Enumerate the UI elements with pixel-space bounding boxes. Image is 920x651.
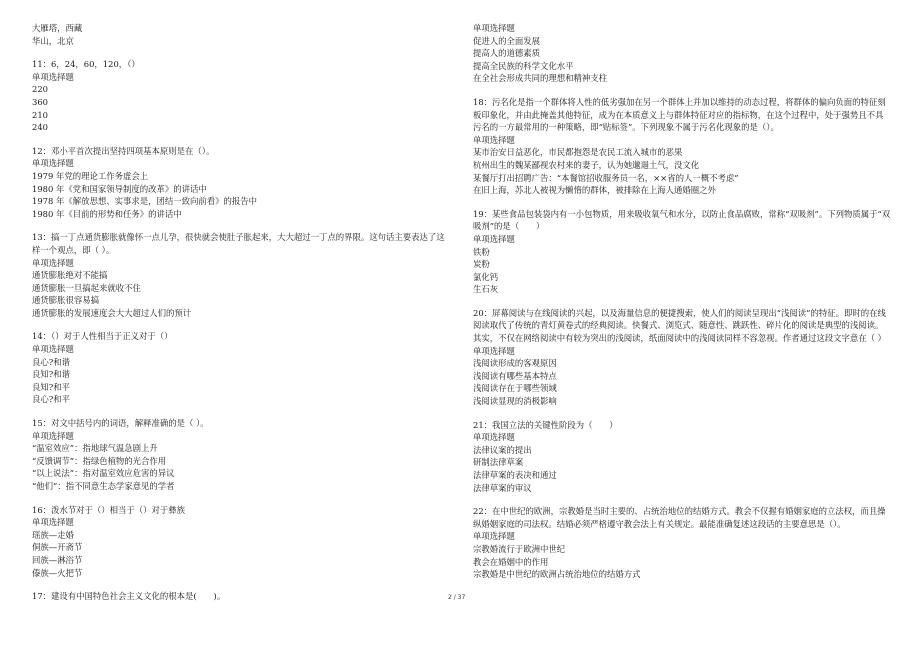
question-option: 回族—淋浴节 bbox=[32, 554, 83, 565]
question-option: 210 bbox=[32, 109, 48, 120]
question-option: 提高人的道德素质 bbox=[473, 48, 540, 59]
question-option: “反馈调节”：指绿色植物的光合作用 bbox=[32, 455, 167, 466]
question-type: 单项选择题 bbox=[32, 257, 74, 268]
question-15 bbox=[32, 417, 450, 493]
question-option: 炭粉 bbox=[473, 259, 490, 270]
question-18 bbox=[473, 96, 891, 197]
question-option: 傣族—火把节 bbox=[32, 567, 83, 578]
question-type: 单项选择题 bbox=[473, 432, 515, 443]
question-stem: 14：（）对于人性相当于正义对于（） bbox=[32, 331, 173, 342]
question-stem: 18：污名化是指一个群体将人性的低劣强加在另一个群体上并加以维持的动态过程，将群体的偏向负面的特征刻板印象化，并由此掩盖其他特征，成为在本质意义上与群体特征对应的指标物，在这个过程中，处于强势且不具污名的一方最常用的一种策略，即“贴标签”。下列现象不属于污名化现象的是（）。 bbox=[473, 96, 886, 133]
question-17 bbox=[32, 590, 450, 603]
question-20 bbox=[473, 307, 891, 408]
question-option: 宗教婚是中世纪的欧洲占统治地位的结婚方式 bbox=[473, 569, 641, 580]
question-option: 良心?和平 bbox=[32, 394, 70, 405]
question-option: 某餐厅打出招聘广告：“本餐馆招收服务员一名，××省的人一概不考虑” bbox=[473, 172, 739, 183]
question-type: 单项选择题 bbox=[473, 233, 515, 244]
question-option: 宗教婚流行于欧洲中世纪 bbox=[473, 543, 566, 554]
question-type: 单项选择题 bbox=[473, 23, 515, 33]
question-stem: 21：我国立法的关键性阶段为（ ） bbox=[473, 419, 618, 430]
question-type: 单项选择题 bbox=[32, 430, 74, 441]
question-type: 单项选择题 bbox=[473, 531, 515, 542]
question-option: 1980 年《目前的形势和任务》的讲话中 bbox=[32, 208, 182, 219]
question-stem: 16：泼水节对于（）相当于（）对于彝族 bbox=[32, 504, 186, 515]
question-option: “以上说法”：指对温室效应危害的异议 bbox=[32, 468, 175, 479]
question-type: 单项选择题 bbox=[32, 517, 74, 528]
question-stem: 15：对文中括号内的词语，解释准确的是（ ）。 bbox=[32, 418, 209, 429]
question-option: 促进人的全面发展 bbox=[473, 35, 540, 46]
question-option: 1978 年《解放思想、实事求是，团结一致向前看》的报告中 bbox=[32, 196, 257, 207]
question-option: 法律草案的审议 bbox=[473, 482, 532, 493]
question-14 bbox=[32, 330, 450, 406]
question-option: 通货膨胀的发展速度会大大超过人们的预计 bbox=[32, 307, 192, 318]
question-option: 浅阅读形成的客观原因 bbox=[473, 358, 557, 369]
question-option: 通货膨胀绝对不能搞 bbox=[32, 270, 108, 281]
question-option: 浅阅读存在于哪些领域 bbox=[473, 383, 557, 394]
question-option: 法律草案的表决和通过 bbox=[473, 470, 557, 480]
question-option: “温室效应”：指地球气温急剧上升 bbox=[32, 443, 158, 454]
question-option: 通货膨胀一旦搞起来就收不住 bbox=[32, 282, 141, 293]
question-option: 通货膨胀很容易搞 bbox=[32, 295, 99, 306]
question-option: 220 bbox=[32, 84, 48, 95]
question-17-continued bbox=[473, 22, 891, 85]
question-option: 提高全民族的科学文化水平 bbox=[473, 60, 574, 71]
question-option: 良知?和平 bbox=[32, 381, 70, 392]
question-stem: 17：建设有中国特色社会主义文化的根本是( )。 bbox=[32, 591, 226, 602]
carryover-option: 华山，北京 bbox=[32, 35, 74, 46]
question-option: 360 bbox=[32, 96, 48, 107]
question-option: 教会在婚姻中的作用 bbox=[473, 556, 549, 567]
carryover-option: 大雁塔，西藏 bbox=[32, 23, 83, 33]
question-22 bbox=[473, 505, 891, 581]
question-stem: 12：邓小平首次提出坚持四项基本原则是在（）。 bbox=[32, 145, 215, 156]
question-type: 单项选择题 bbox=[32, 158, 74, 169]
question-21 bbox=[473, 419, 891, 495]
question-stem: 19：某些食品包装袋内有一小包物质，用来吸收氧气和水分，以防止食品腐败，常称“双吸剂”。下列物质属于“双吸剂”的是（ ） bbox=[473, 208, 891, 232]
question-option: 生石灰 bbox=[473, 284, 499, 295]
question-option: 杭州出生的魏某鄙视农村来的妻子，认为她邋遢土气，没文化 bbox=[473, 159, 700, 170]
question-option: 240 bbox=[32, 122, 48, 133]
question-option: 侗族—开斋节 bbox=[32, 542, 83, 553]
question-13 bbox=[32, 231, 450, 319]
question-option: 浅阅读有哪些基本特点 bbox=[473, 370, 557, 381]
left-column bbox=[32, 22, 450, 614]
question-option: 良心?和谐 bbox=[32, 356, 70, 367]
question-stem: 22：在中世纪的欧洲，宗教婚是当时主要的、占统治地位的结婚方式。教会不仅握有婚姻家庭的立法权，而且操纵婚姻家庭的司法权。结婚必须严格遵守教会法上有关规定。最能准确复述这段话的主要意思是（）。 bbox=[473, 506, 886, 529]
question-option: 瑶族—走婚 bbox=[32, 529, 74, 540]
question-option: 1980 年《党和国家领导制度的改革》的讲话中 bbox=[32, 183, 207, 194]
question-option: 研制法律草案 bbox=[473, 457, 524, 468]
question-19 bbox=[473, 208, 891, 296]
question-stem: 20：屏幕阅读与在线阅读的兴起，以及海量信息的便捷搜索，使人们的阅读呈现出“浅阅读”的特征。即时的在线阅读取代了传统的青灯黄卷式的经典阅读。快餐式、浏览式、随意性、跳跃性、碎片化的阅读是典型的浅阅读。其实，不仅在网络阅读中有较为突出的浅阅读，纸面阅读中的浅阅读同样不容忽视。作者通过这段文字意在（ ） bbox=[473, 307, 887, 344]
question-type: 单项选择题 bbox=[473, 345, 515, 356]
question-16 bbox=[32, 504, 450, 580]
question-12 bbox=[32, 145, 450, 221]
question-type: 单项选择题 bbox=[32, 71, 74, 82]
question-option: 氯化钙 bbox=[473, 271, 499, 282]
question-option: 在旧上海，苏北人被视为懒惰的群体，被排除在上海人通婚圈之外 bbox=[473, 185, 716, 196]
question-option: 在全社会形成共同的理想和精神支柱 bbox=[473, 73, 607, 84]
question-type: 单项选择题 bbox=[473, 134, 515, 145]
question-option: 良知?和谐 bbox=[32, 369, 70, 380]
question-option: “他们”：指不同意生态学家意见的学者 bbox=[32, 481, 175, 491]
page-number: 2 / 37 bbox=[448, 594, 466, 601]
question-stem: 13：搞一丁点通货膨胀就像怀一点儿孕，很快就会使肚子胀起来，大大超过一丁点的界限。这句话主要表达了这样一个观点，即（ ）。 bbox=[32, 232, 445, 255]
question-option: 浅阅读显现的消极影响 bbox=[473, 396, 557, 407]
question-option: 1979 年党的理论工作务虚会上 bbox=[32, 170, 149, 181]
question-option: 法律议案的提出 bbox=[473, 444, 532, 455]
question-11 bbox=[32, 58, 450, 134]
question-option: 铁粉 bbox=[473, 246, 490, 257]
question-type: 单项选择题 bbox=[32, 344, 74, 355]
carryover-options bbox=[32, 22, 450, 47]
question-stem: 11：6，24，60，120，（） bbox=[32, 59, 140, 70]
question-option: 某市治安日益恶化，市民都抱怨是农民工流入城市的恶果 bbox=[473, 147, 683, 158]
right-column bbox=[473, 22, 891, 592]
